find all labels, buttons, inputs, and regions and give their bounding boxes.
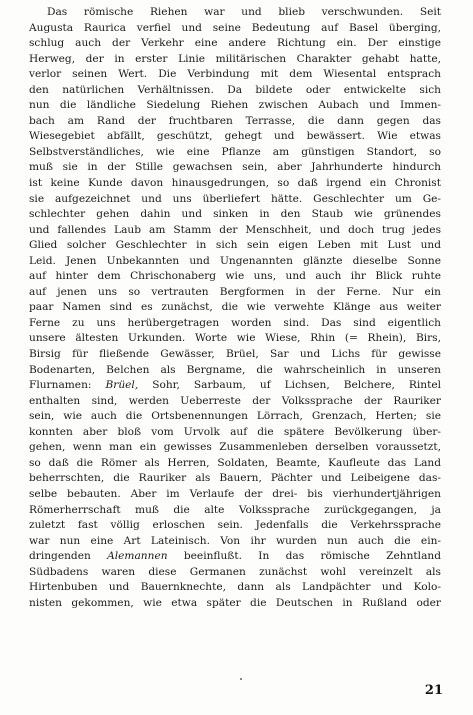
text-line: Leid. Jenen Unbekannten und Ungenannten glänzte dieselbe Sonne: [29, 254, 441, 267]
text-line: Ferne zu uns herübergetragen worden sind. Das sind eigentlich: [29, 316, 441, 329]
text-run: dringenden: [29, 550, 108, 563]
text-line: und fallendes Laub am Stamm der Menschheit, und doch trug jedes: [29, 223, 441, 236]
text-line: Augusta Raurica verfiel und seine Bedeutung auf Basel überging,: [29, 21, 441, 34]
text-line: Südbadens waren diese Germanen zunächst wohl vereinzelt als: [29, 565, 441, 578]
text-line: beherrschten, die Rauriker als Bauern, Pächter und Leibeigene das-: [29, 472, 441, 485]
text-line: zuletzt fast völlig erloschen sein. Jedenfalls die Verkehrssprache: [29, 519, 441, 532]
text-line: Wiesegebiet abfällt, geschützt, gehegt und bewässert. Wie etwas: [29, 130, 441, 143]
text-run: Sohr, Sarbaum, uf Lichsen, Belchere, Rintel: [138, 379, 441, 392]
body-text: [29, 5, 441, 611]
text-line: Bodenarten, Belchen als Bergname, die wahrscheinlich in unseren: [29, 363, 441, 376]
italic-term: Brüel,: [105, 379, 139, 392]
text-line: sie aufgezeichnet und uns überliefert hätte. Geschlechter um Ge-: [29, 192, 441, 205]
text-line: Birsig für fließende Gewässer, Brüel, Sar und Lichs für gewisse: [29, 348, 441, 361]
print-speck: [240, 678, 242, 680]
text-line: selbe bebauten. Aber im Verlaufe der drei- bis vierhundertjährigen: [29, 487, 441, 500]
text-line: enthalten sind, werden Ueberreste der Volkssprache der Rauriker: [29, 394, 441, 407]
text-line: unsere ältesten Urkunden. Worte wie Wiese, Rhin (= Rhein), Birs,: [29, 332, 441, 345]
page-number: 21: [424, 683, 443, 698]
text-line: muß sie in der Stille gewachsen sein, aber Jahrhunderte hindurch: [29, 161, 441, 174]
italic-term: Alemannen: [107, 550, 168, 563]
text-line: auf jenen uns so vertrauten Bergformen in der Ferne. Nur ein: [29, 285, 441, 298]
text-line: sein, wie auch die Ortsbenennungen Lörrach, Grenzach, Herten; sie: [29, 410, 441, 423]
text-line: Selbstverständliches, wie eine Pflanze am günstigen Standort, so: [29, 145, 441, 158]
text-line: paar Namen sind es zunächst, die wie verwehte Klänge aus weiter: [29, 301, 441, 314]
text-line-alemannen: [29, 549, 441, 565]
text-line: nisten gekommen, wie etwa später die Deutschen in Rußland oder: [29, 596, 441, 609]
text-line: den natürlichen Verhältnissen. Da bildete oder entwickelte sich: [29, 83, 441, 96]
text-line: nun die ländliche Siedelung Riehen zwischen Aubach und Immen-: [29, 99, 441, 112]
text-line: auf hinter dem Chrischonaberg wie uns, und auch ihr Blick ruhte: [29, 270, 441, 283]
text-line: Römerherrschaft muß die alte Volkssprache zurückgegangen, ja: [29, 503, 441, 516]
text-line: Das römische Riehen war und blieb verschwunden. Seit: [47, 6, 441, 18]
text-line: schlug auch der Verkehr eine andere Richtung ein. Der einstige: [29, 37, 441, 50]
text-line: Hirtenbuben und Bauernknechte, dann als Landpächter und Kolo-: [29, 581, 441, 594]
text-line: Glied solcher Geschlechter in sich sein eigen Leben mit Lust und: [29, 239, 441, 252]
text-run: beeinflußt. In das römische Zehntland: [167, 550, 441, 563]
text-line: bach am Rand der fruchtbaren Terrasse, die dann gegen das: [29, 114, 441, 127]
text-line: so daß die Römer als Herren, Soldaten, Beamte, Kaufleute das Land: [29, 456, 441, 469]
text-line: Herweg, der in erster Linie militärischen Charakter gehabt hatte,: [29, 52, 441, 65]
text-line: ist keine Kunde davon hinausgedrungen, so daß irgend ein Chronist: [29, 177, 441, 190]
text-line-flurnamen: [29, 378, 441, 394]
text-line: schlechter gehen dahin und sinken in den Staub wie grünendes: [29, 208, 441, 221]
text-line: war nun eine Art Lateinisch. Von ihr wurden nun auch die ein-: [29, 534, 441, 547]
text-run: Flurnamen:: [29, 379, 106, 392]
text-line: konnten aber bloß vom Urvolk auf die spätere Bevölkerung über-: [29, 425, 441, 438]
text-line: verlor seinen Wert. Die Verbindung mit dem Wiesental entsprach: [29, 68, 441, 81]
text-line: gehen, wenn man ein gewisses Zusammenleben derselben voraussetzt,: [29, 441, 441, 454]
